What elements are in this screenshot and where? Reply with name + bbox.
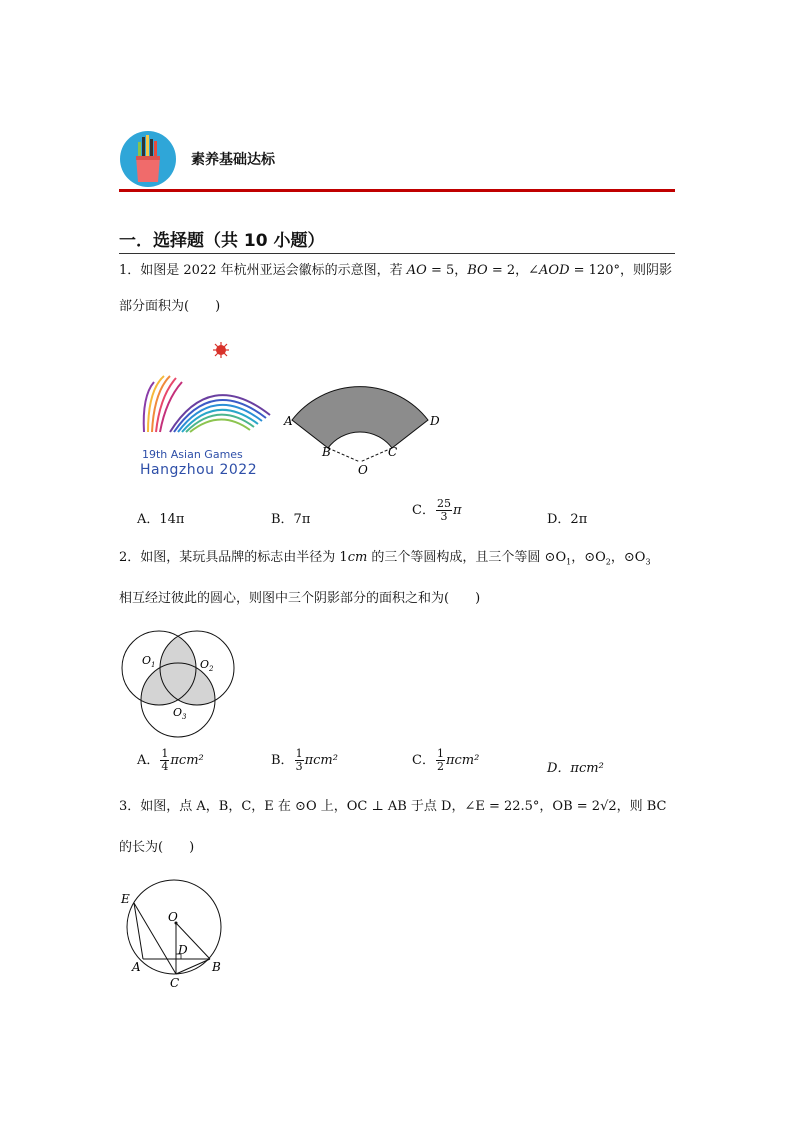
section-divider [119,253,675,254]
q3-circle-diagram [118,875,238,995]
asian-games-logo [130,340,275,480]
logo-line2: Hangzhou 2022 [140,462,258,478]
label-c: C [388,445,398,459]
q1-line1: 1．如图是 2022 年杭州亚运会徽标的示意图，若 AO = 5，BO = 2，∠AOD = 120°，则阴影 [119,263,672,278]
q2-line2: 相互经过彼此的圆心，则图中三个阴影部分的面积之和为( ) [119,591,481,606]
label-d: D [430,414,440,428]
label-a: A [132,960,141,974]
label-o: O [358,463,368,477]
label-a: A [284,414,293,428]
label-b: B [322,445,331,459]
label-d: D [178,943,188,957]
banner-title: 素养基础达标 [191,152,275,168]
label-o2: $O_2$ [200,658,214,673]
q1-line2: 部分面积为( ) [119,299,221,314]
q2-option-d[interactable]: D．πcm² [547,761,604,776]
logo-line1: 19th Asian Games [142,448,243,461]
q1-option-b[interactable]: B．7π [271,512,311,527]
label-o3: $O_3$ [173,706,187,721]
q2-line1: 2．如图，某玩具品牌的标志由半径为 1cm 的三个等圆构成，且三个等圆 $⊙O_1$，$⊙O_2$，$⊙O_3$ [119,550,651,567]
label-o1: $O_1$ [142,654,156,669]
q2-option-c[interactable]: C． $\frac{1}{2}$ πcm² [412,747,480,773]
logo-graphic-icon [130,340,275,450]
label-c: C [170,976,180,990]
banner-divider [119,189,675,192]
label-o: O [168,910,178,924]
q1-option-c[interactable]: C． $\frac{25}{3}$ π [412,497,462,523]
q2-option-b[interactable]: B． $\frac{1}{3}$ πcm² [271,747,338,773]
section-title: 一．选择题（共 10 小题） [119,231,325,251]
q1-sector-diagram [280,370,450,480]
banner [119,130,675,190]
q3-line1: 3．如图，点 A，B，C，E 在 ⊙O 上，OC ⊥ AB 于点 D，∠E = 22.5°，OB = 2√2，则 BC [119,799,667,814]
label-b: B [212,960,221,974]
label-e: E [121,892,130,906]
pencil-cup-icon [119,130,177,188]
q1-option-d[interactable]: D．2π [547,512,588,527]
q2-circles-diagram [118,628,240,740]
q2-option-a[interactable]: A． $\frac{1}{4}$ πcm² [137,747,204,773]
q1-option-a[interactable]: A．14π [137,512,185,527]
q3-line2: 的长为( ) [119,840,195,855]
